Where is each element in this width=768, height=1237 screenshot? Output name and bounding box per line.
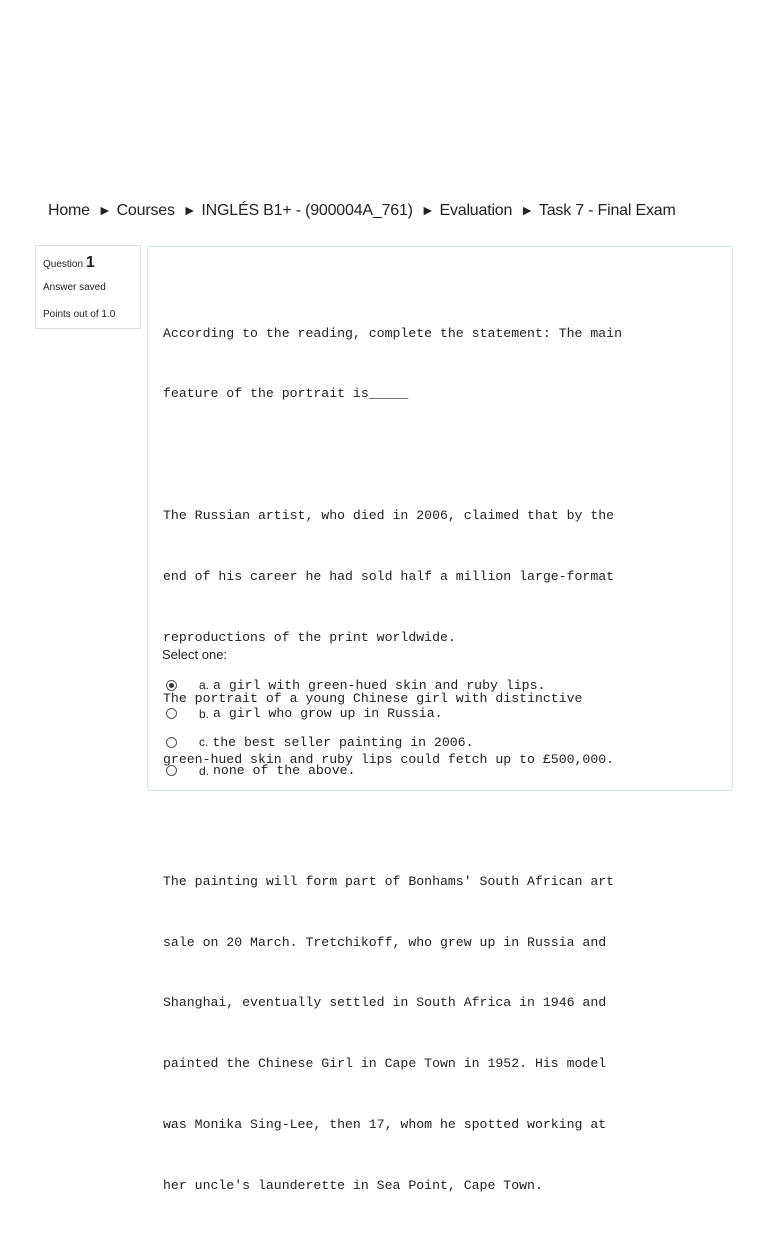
- answer-letter: b.: [199, 706, 210, 721]
- answer-text[interactable]: none of the above.: [213, 763, 356, 779]
- paragraph-gap: [163, 811, 723, 831]
- breadcrumb-separator-icon: ►: [97, 202, 112, 218]
- answer-options: [166, 671, 545, 785]
- answer-letter: c.: [199, 735, 209, 750]
- question-info: [35, 245, 141, 329]
- breadcrumb-home[interactable]: Home: [48, 202, 90, 219]
- answer-text[interactable]: a girl with green-hued skin and ruby lips.: [213, 677, 546, 693]
- question-text-line: green-hued skin and ruby lips could fetch up to £500,000.: [163, 751, 615, 767]
- breadcrumb-task[interactable]: Task 7 - Final Exam: [538, 202, 676, 219]
- question-text-line: was Monika Sing-Lee, then 17, whom he spotted working at: [163, 1117, 607, 1133]
- answer-option-b[interactable]: [166, 700, 545, 729]
- select-one-prompt: Select one:: [162, 647, 228, 662]
- question-text-line: sale on 20 March. Tretchikoff, who grew up in Russia and: [163, 934, 607, 950]
- question-text-line: feature of the portrait is_____: [163, 386, 409, 402]
- paragraph-gap: [163, 445, 723, 465]
- breadcrumb-course[interactable]: INGLÉS B1+ - (900004A_761): [201, 202, 413, 219]
- breadcrumb-separator-icon: ►: [182, 202, 197, 218]
- question-number: 1: [85, 254, 95, 271]
- radio-button-b[interactable]: [166, 708, 177, 719]
- answer-text[interactable]: a girl who grow up in Russia.: [213, 706, 443, 722]
- question-text-line: Shanghai, eventually settled in South Africa in 1946 and: [163, 995, 607, 1011]
- question-text-line: The Russian artist, who died in 2006, claimed that by the: [163, 508, 615, 524]
- radio-button-c[interactable]: [166, 737, 177, 748]
- question-text-line: The painting will form part of Bonhams' South African art: [163, 873, 615, 889]
- answer-option-a[interactable]: [166, 671, 545, 700]
- answer-option-c[interactable]: [166, 728, 545, 757]
- breadcrumb-courses[interactable]: Courses: [116, 202, 175, 219]
- radio-button-d[interactable]: [166, 765, 177, 776]
- answer-text[interactable]: the best seller painting in 2006.: [212, 734, 474, 750]
- question-text-line: The portrait of a young Chinese girl with distinctive: [163, 690, 583, 706]
- question-text-line: her uncle's launderette in Sea Point, Cape Town.: [163, 1178, 543, 1194]
- question-number-line: [43, 254, 133, 272]
- answer-letter: a.: [199, 678, 210, 693]
- question-text-line: reproductions of the print worldwide.: [163, 630, 456, 646]
- breadcrumb-separator-icon: ►: [420, 202, 435, 218]
- breadcrumb: [48, 202, 676, 220]
- breadcrumb-separator-icon: ►: [520, 202, 534, 218]
- question-state: Answer saved: [43, 282, 106, 293]
- radio-button-a[interactable]: [166, 680, 177, 691]
- question-text-line: According to the reading, complete the statement: The main: [163, 325, 622, 341]
- question-text-line: painted the Chinese Girl in Cape Town in 1952. His model: [163, 1056, 607, 1072]
- question-label: Question: [43, 259, 84, 270]
- question-grade: Points out of 1.0: [43, 309, 116, 320]
- question-content: [147, 246, 733, 1194]
- answer-option-d[interactable]: [166, 757, 545, 786]
- question-text-line: end of his career he had sold half a million large-format: [163, 569, 615, 585]
- answer-letter: d.: [199, 763, 210, 778]
- breadcrumb-evaluation[interactable]: Evaluation: [439, 202, 513, 219]
